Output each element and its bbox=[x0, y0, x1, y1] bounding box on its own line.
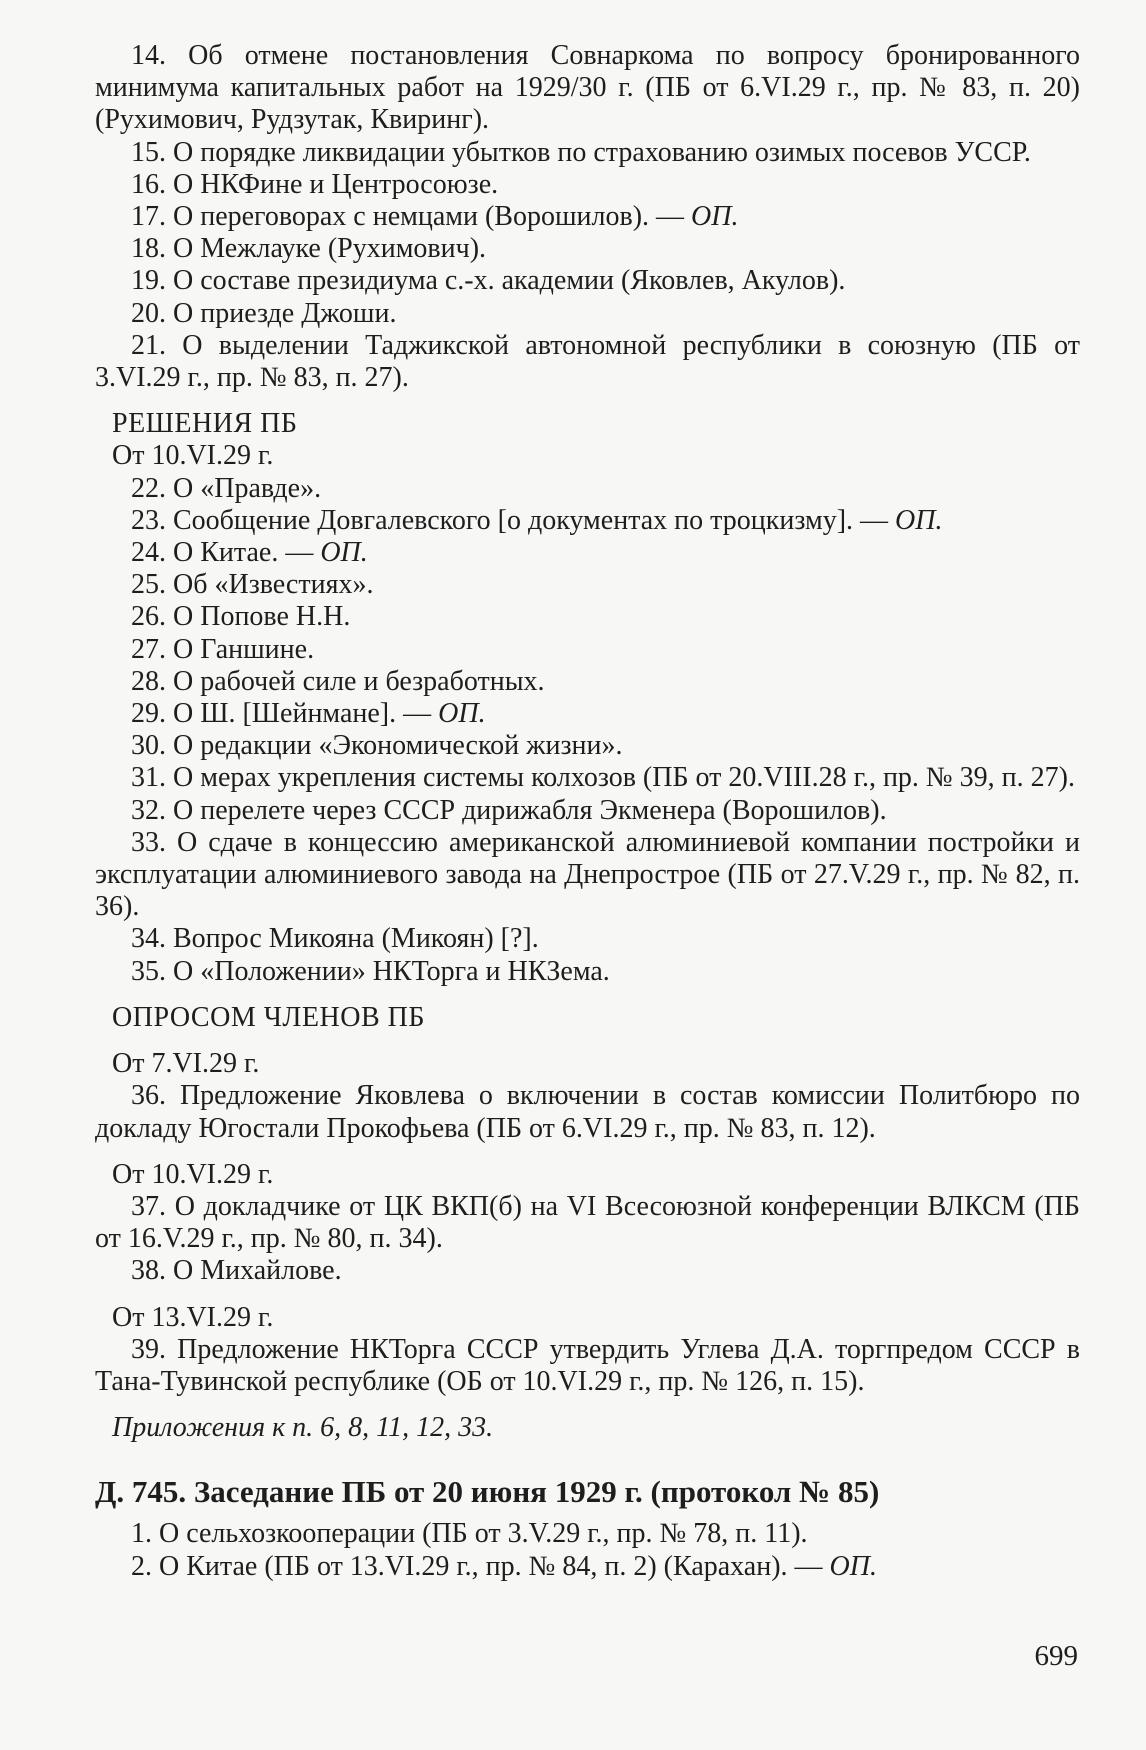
list-item: 16. О НКФине и Центросоюзе. bbox=[131, 168, 499, 200]
list-item: 18. О Межлауке (Рухимович). bbox=[131, 233, 487, 265]
list-item: 27. О Ганшине. bbox=[131, 633, 315, 665]
list-item: 29. О Ш. [Шейнмане]. — ОП. bbox=[131, 698, 486, 730]
op-mark: ОП. bbox=[438, 698, 486, 730]
section-header-decisions: РЕШЕНИЯ ПБ bbox=[112, 408, 298, 440]
section-date: От 13.VI.29 г. bbox=[112, 1301, 274, 1333]
section-date: От 10.VI.29 г. bbox=[112, 440, 274, 472]
list-item: 21. О выделении Таджикской автономной республики в союзную (ПБ от 3.VI.29 г., пр. № 83, п. 27). bbox=[95, 329, 1080, 394]
op-mark: ОП. bbox=[320, 537, 368, 569]
list-item: 24. О Китае. — ОП. bbox=[131, 537, 368, 569]
list-item: 23. Сообщение Довгалевского [о документах по троцкизму]. — ОП. bbox=[131, 504, 943, 536]
list-item: 1. О сельхозкооперации (ПБ от 3.V.29 г., пр. № 78, п. 11). bbox=[131, 1518, 808, 1550]
list-item: 38. О Михайлове. bbox=[131, 1255, 342, 1287]
list-item: 25. Об «Известиях». bbox=[131, 569, 374, 601]
document-body bbox=[95, 40, 1080, 1583]
list-item: 35. О «Положении» НКТорга и НКЗема. bbox=[131, 955, 610, 987]
op-mark: ОП. bbox=[895, 504, 943, 536]
op-mark: ОП. bbox=[829, 1550, 877, 1582]
appendix-note: Приложения к п. 6, 8, 11, 12, 33. bbox=[112, 1412, 494, 1444]
list-item: 2. О Китае (ПБ от 13.VI.29 г., пр. № 84, п. 2) (Карахан). — ОП. bbox=[131, 1550, 877, 1582]
section-date: От 7.VI.29 г. bbox=[112, 1048, 260, 1080]
list-item: 34. Вопрос Микояна (Микоян) [?]. bbox=[131, 923, 539, 955]
page-number: 699 bbox=[1034, 1640, 1078, 1672]
list-item: 33. О сдаче в концессию американской алюминиевой компании постройки и эксплуатации алюминиевого завода на Днепрострое (ПБ от 27.V.29 г., пр. № 82, п. 36). bbox=[95, 826, 1080, 923]
list-item: 17. О переговорах с немцами (Ворошилов). — ОП. bbox=[131, 201, 739, 233]
list-item: 32. О перелете через СССР дирижабля Экменера (Ворошилов). bbox=[131, 794, 887, 826]
list-item: 39. Предложение НКТорга СССР утвердить Углева Д.А. торгпредом СССР в Тана-Тувинской республике (ОБ от 10.VI.29 г., пр. № 126, п. 15). bbox=[95, 1333, 1080, 1397]
list-item: 22. О «Правде». bbox=[131, 472, 322, 504]
document-title: Д. 745. Заседание ПБ от 20 июня 1929 г. (протокол № 85) bbox=[95, 1474, 880, 1510]
list-item: 30. О редакции «Экономической жизни». bbox=[131, 730, 623, 762]
section-header-poll: ОПРОСОМ ЧЛЕНОВ ПБ bbox=[112, 1001, 425, 1033]
list-item: 20. О приезде Джоши. bbox=[131, 297, 397, 329]
list-item: 36. Предложение Яковлева о включении в состав комиссии Политбюро по докладу Югостали Прокофьева (ПБ от 6.VI.29 г., пр. № 83, п. 12). bbox=[95, 1080, 1080, 1144]
list-item: 15. О порядке ликвидации убытков по страхованию озимых посевов УССР. bbox=[131, 136, 1031, 168]
list-item: 28. О рабочей силе и безработных. bbox=[131, 665, 545, 697]
section-date: От 10.VI.29 г. bbox=[112, 1158, 274, 1190]
list-item: 14. Об отмене постановления Совнаркома по вопросу бронированного минимума капитальных работ на 1929/30 г. (ПБ от 6.VI.29 г., пр. № 83, п. 20) (Рухимович, Рудзутак, Квиринг). bbox=[95, 40, 1080, 136]
list-item: 19. О составе президиума с.-х. академии (Яковлев, Акулов). bbox=[131, 265, 846, 297]
list-item: 37. О докладчике от ЦК ВКП(б) на VI Всесоюзной конференции ВЛКСМ (ПБ от 16.V.29 г., пр. № 80, п. 34). bbox=[95, 1190, 1080, 1255]
list-item: 26. О Попове Н.Н. bbox=[131, 601, 351, 633]
op-mark: ОП. bbox=[691, 201, 739, 233]
list-item: 31. О мерах укрепления системы колхозов (ПБ от 20.VIII.28 г., пр. № 39, п. 27). bbox=[131, 762, 1075, 794]
